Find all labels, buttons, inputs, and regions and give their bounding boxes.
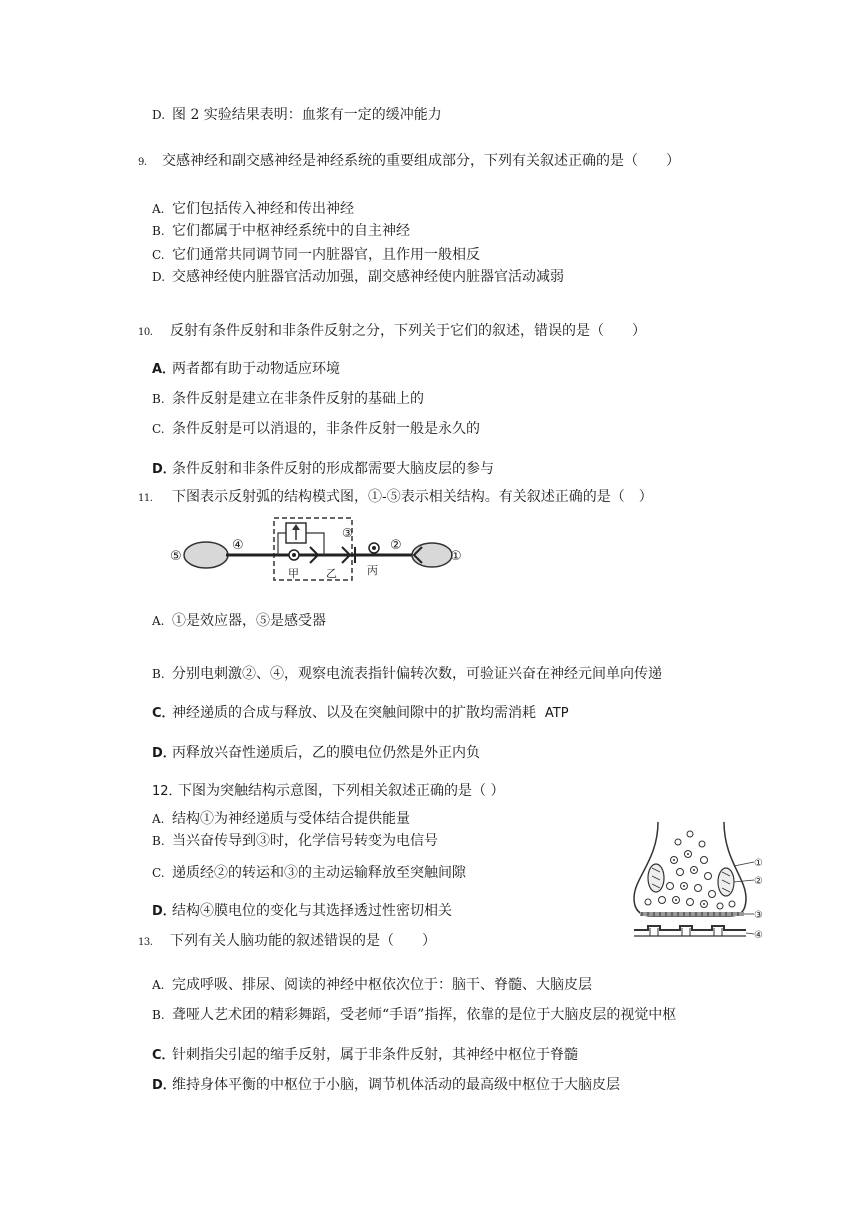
- reflex-arc-figure: [164, 515, 484, 585]
- option-text: 图 2 实验结果表明：血浆有一定的缓冲能力: [172, 107, 442, 123]
- option-text: 交感神经使内脏器官活动加强，副交感神经使内脏器官活动减弱: [172, 269, 564, 285]
- option-label: D．: [152, 462, 176, 477]
- option-label: A.: [152, 202, 165, 216]
- q11-stem: [138, 488, 653, 508]
- q13-option-b: [152, 1006, 676, 1024]
- option-label: D.: [152, 270, 166, 284]
- option-label: B.: [152, 667, 165, 681]
- option-text: 聋哑人艺术团的精彩舞蹈，受老师“手语”指挥，依靠的是位于大脑皮层的视觉中枢: [172, 1007, 677, 1023]
- option-text: 完成呼吸、排尿、阅读的神经中枢依次位于：脑干、脊髓、大脑皮层: [172, 977, 592, 993]
- q11-option-d: [152, 744, 480, 763]
- option-text: 条件反射是建立在非条件反射的基础上的: [172, 391, 424, 407]
- option-text: 神经递质的合成与释放、以及在突触间隙中的扩散均需消耗: [172, 705, 536, 721]
- question-stem: 下图为突触结构示意图，下列相关叙述正确的是（ ）: [178, 783, 505, 799]
- label-1: ①: [754, 858, 763, 869]
- option-label: C.: [152, 866, 165, 880]
- option-text: ①是效应器，⑤是感受器: [172, 613, 326, 629]
- option-text: 当兴奋传导到③时，化学信号转变为电信号: [172, 833, 438, 849]
- option-text: 递质经②的转运和③的主动运输释放至突触间隙: [172, 865, 466, 881]
- option-text: 条件反射和非条件反射的形成都需要大脑皮层的参与: [172, 461, 494, 477]
- label-3: ③: [342, 526, 353, 540]
- q11-option-a: [152, 612, 326, 630]
- q12-option-d: [152, 902, 452, 921]
- question-number: 13.: [138, 937, 153, 948]
- label-4: ④: [754, 930, 763, 941]
- label-3: ③: [754, 910, 763, 921]
- receptor-ellipse: [412, 543, 452, 567]
- q11-option-b: [152, 665, 662, 683]
- q12-stem: [152, 782, 504, 801]
- atp-text: ATP: [544, 706, 569, 721]
- q12-option-b: [152, 832, 438, 850]
- q10-option-a: [152, 360, 340, 379]
- option-label: B.: [152, 834, 165, 848]
- q9-option-b: [152, 222, 410, 240]
- option-label: C．: [152, 1048, 175, 1063]
- option-label: D．: [152, 904, 176, 919]
- q8-option-d: [152, 106, 442, 124]
- option-text: 结构①为神经递质与受体结合提供能量: [172, 811, 410, 827]
- question-stem: 反射有条件反射和非条件反射之分，下列关于它们的叙述，错误的是（ ）: [170, 323, 646, 339]
- q13-option-c: [152, 1046, 578, 1065]
- question-stem: 交感神经和副交感神经是神经系统的重要组成部分，下列有关叙述正确的是（ ）: [162, 153, 680, 169]
- option-text: 它们都属于中枢神经系统中的自主神经: [172, 223, 410, 239]
- question-number: 11.: [138, 493, 153, 504]
- option-text: 分别电刺激②、④，观察电流表指针偏转次数，可验证兴奋在神经元间单向传递: [172, 666, 662, 682]
- option-label: B.: [152, 392, 165, 406]
- question-number: 10.: [138, 327, 153, 338]
- option-text: 丙释放兴奋性递质后，乙的膜电位仍然是外正内负: [172, 745, 480, 761]
- q9-stem: [138, 152, 680, 172]
- question-number: 12．: [152, 784, 182, 799]
- q10-option-c: [152, 420, 480, 438]
- option-label: D．: [152, 1078, 176, 1093]
- synapse-figure: [628, 820, 768, 944]
- q10-option-d: [152, 460, 494, 479]
- q13-option-a: [152, 976, 592, 994]
- q11-option-c: [152, 704, 569, 723]
- option-label: B.: [152, 1008, 165, 1022]
- q10-stem: [138, 322, 646, 342]
- q10-option-b: [152, 390, 424, 408]
- question-number: 9.: [138, 157, 147, 168]
- option-text: 条件反射是可以消退的，非条件反射一般是永久的: [172, 421, 480, 437]
- option-label: C.: [152, 248, 165, 262]
- option-text: 结构④膜电位的变化与其选择透过性密切相关: [172, 903, 452, 919]
- q13-option-d: [152, 1076, 620, 1095]
- question-stem: 下列有关人脑功能的叙述错误的是（ ）: [170, 933, 436, 949]
- q9-option-c: [152, 246, 480, 264]
- option-label: D.: [152, 108, 166, 122]
- label-bing: 丙: [367, 564, 378, 577]
- option-label: D．: [152, 746, 176, 761]
- label-jia: 甲: [288, 567, 299, 580]
- option-text: 针刺指尖引起的缩手反射，属于非条件反射，其神经中枢位于脊髓: [172, 1047, 578, 1063]
- option-label: A.: [152, 614, 165, 628]
- q12-option-c: [152, 864, 466, 882]
- q9-option-a: [152, 200, 354, 218]
- question-stem: 下图表示反射弧的结构模式图，①-⑤表示相关结构。有关叙述正确的是（ ）: [172, 489, 653, 505]
- option-label: C.: [152, 422, 165, 436]
- option-text: 两者都有助于动物适应环境: [172, 361, 340, 377]
- q12-option-a: [152, 810, 410, 828]
- label-yi: 乙: [326, 567, 337, 580]
- option-label: B.: [152, 224, 165, 238]
- q13-stem: [138, 932, 436, 952]
- option-label: A.: [152, 812, 165, 826]
- q9-option-d: [152, 268, 564, 286]
- label-5: ⑤: [170, 549, 182, 564]
- option-text: 它们通常共同调节同一内脏器官，且作用一般相反: [172, 247, 480, 263]
- label-1: ①: [450, 549, 462, 564]
- label-4: ④: [232, 538, 244, 553]
- label-2: ②: [754, 876, 763, 887]
- option-text: 它们包括传入神经和传出神经: [172, 201, 354, 217]
- effector-ellipse: [184, 542, 228, 568]
- option-text: 维持身体平衡的中枢位于小脑，调节机体活动的最高级中枢位于大脑皮层: [172, 1077, 620, 1093]
- option-label: C．: [152, 706, 175, 721]
- option-label: A．: [152, 362, 176, 377]
- label-2: ②: [390, 538, 402, 553]
- option-label: A.: [152, 978, 165, 992]
